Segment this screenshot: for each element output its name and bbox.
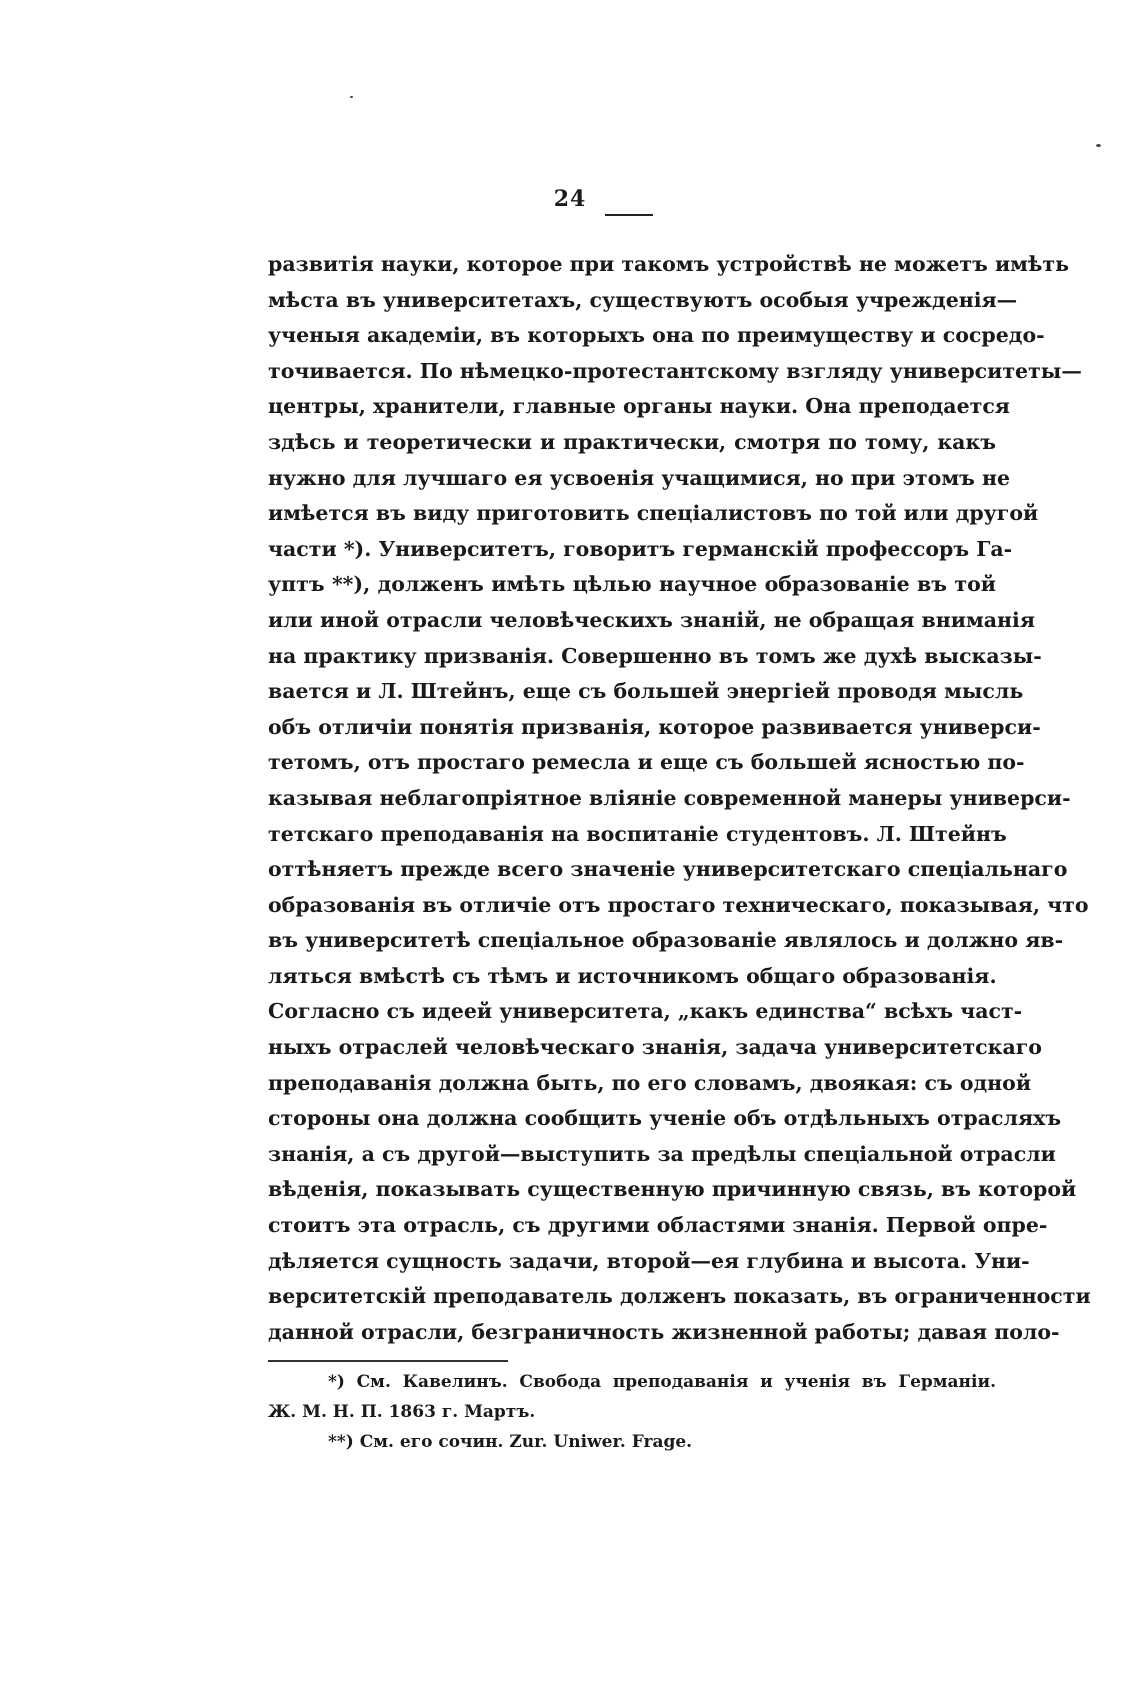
text-line: оттѣняетъ прежде всего значеніе университетскаго спеціальнаго [268,857,1068,882]
text-line: дѣляется сущность задачи, второй—ея глубина и высота. Уни- [268,1248,1030,1273]
scan-speck-right [1096,144,1101,147]
text-line: уптъ **), долженъ имѣть цѣлью научное образованіе въ той [268,572,996,597]
text-line: вѣденія, показывать существенную причинную связь, въ которой [268,1177,1077,1202]
text-line: данной отрасли, безграничность жизненной работы; давая поло- [268,1319,1060,1344]
text-line: здѣсь и теоретически и практически, смотря по тому, какъ [268,429,996,454]
text-line: въ университетѣ спеціальное образованіе являлось и должно яв- [268,928,1064,953]
footnote-1-line-1: *) См. Кавелинъ. Свобода преподаванія и ученія въ Германіи. [328,1372,996,1392]
text-line: вается и Л. Штейнъ, еще съ большей энергіей проводя мысль [268,679,1024,704]
scan-speck-top [350,96,353,98]
footnote-1-line-2: Ж. М. Н. П. 1863 г. Мартъ. [268,1402,536,1422]
text-line: части *). Университетъ, говоритъ германскій профессоръ Га- [268,536,1013,561]
text-line: ныхъ отраслей человѣческаго знанія, задача университетскаго [268,1035,1042,1060]
text-line: стороны она должна сообщить ученіе объ отдѣльныхъ отрасляхъ [268,1106,1062,1131]
page-number: 24 [553,186,587,212]
text-line: образованія въ отличіе отъ простаго техническаго, показывая, что [268,892,1089,917]
text-line: или иной отрасли человѣческихъ знаній, не обращая вниманія [268,607,1035,632]
footnote-separator [268,1360,508,1362]
text-line: ляться вмѣстѣ съ тѣмъ и источникомъ общаго образованія. [268,963,997,988]
text-line: тетскаго преподаванія на воспитаніе студентовъ. Л. Штейнъ [268,821,1007,846]
text-line: развитія науки, которое при такомъ устройствѣ не можетъ имѣть [268,252,1069,276]
text-line: точивается. По нѣмецко-протестантскому взгляду университеты— [268,358,1082,383]
footnotes [268,1367,996,1457]
text-line: преподаванія должна быть, по его словамъ, двоякая: съ одной [268,1070,1032,1095]
text-line: стоитъ эта отрасль, съ другими областями знанія. Первой опре- [268,1213,1048,1238]
page-number-underline [605,214,653,216]
text-line: на практику призванія. Совершенно въ томъ же духѣ высказы- [268,643,1042,668]
text-line: знанія, а съ другой—выступить за предѣлы спеціальной отрасли [268,1141,1056,1166]
text-line: Согласно съ идеей университета, „какъ единства“ всѣхъ част- [268,999,1023,1024]
text-line: казывая неблагопріятное вліяніе современной манеры универси- [268,785,1071,810]
text-line: имѣется въ виду приготовить спеціалистовъ по той или другой [268,501,1039,526]
text-line: тетомъ, отъ простаго ремесла и еще съ большей ясностью по- [268,750,1025,775]
text-line: ученыя академіи, въ которыхъ она по преимуществу и сосредо- [268,323,1045,348]
text-line: объ отличіи понятія призванія, которое развивается универси- [268,714,1041,739]
text-line: центры, хранители, главные органы науки. Она преподается [268,394,1010,419]
body-text [268,247,1091,1350]
text-line: нужно для лучшаго ея усвоенія учащимися, но при этомъ не [268,465,1011,490]
text-line: мѣста въ университетахъ, существуютъ особыя учрежденія— [268,287,1018,312]
text-line: верситетскій преподаватель долженъ показать, въ ограниченности [268,1284,1091,1309]
footnote-2: **) См. его сочин. Zur. Uniwer. Frage. [328,1432,693,1452]
